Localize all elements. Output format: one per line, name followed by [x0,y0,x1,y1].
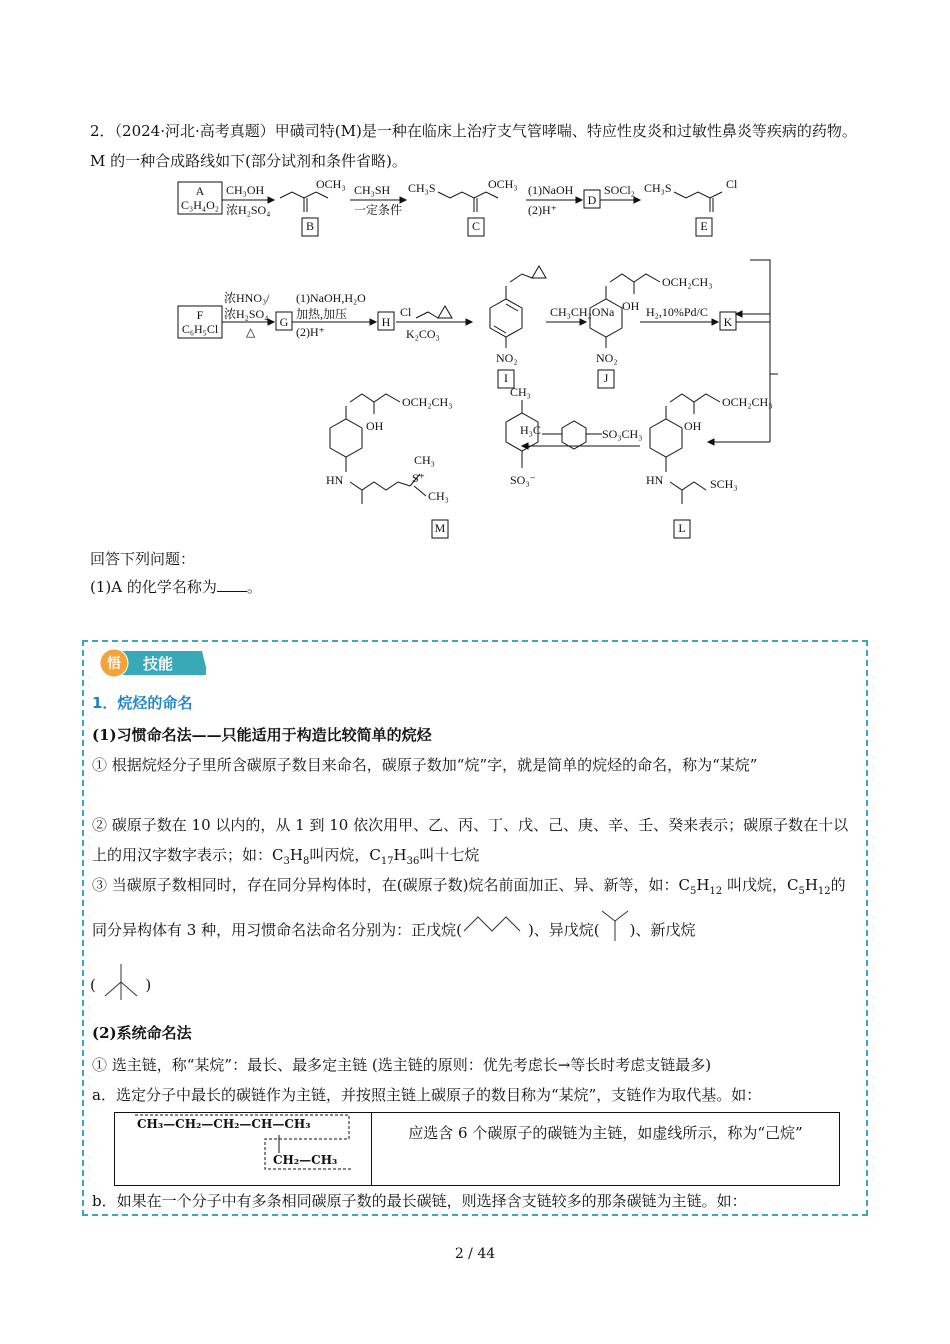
group-hn-l: HN [646,473,664,487]
label-f: F [196,308,204,322]
reagent-3-bottom: (2)H⁺ [528,203,557,217]
group-oh-m: OH [366,419,384,433]
reagent-5-bottom: △ [246,325,256,339]
reagent-6-bottom: (2)H⁺ [296,325,325,339]
dashed-main-chain [115,1113,371,1185]
group-hn-m: HN [326,473,344,487]
badge-text: 技能 [142,655,174,673]
badge-char: 悟 [107,656,121,672]
group-h3c: H₃C [520,423,541,437]
reagent-6-top: (1)NaOH,H₂O [296,291,366,305]
group-no2-i: NO₂ [496,351,518,365]
answer-blank[interactable] [217,579,247,592]
label-j: J [603,371,609,385]
question-source: （2024·河北·高考真题） [114,122,275,140]
formula-f: C₆H₅Cl [181,322,219,336]
reagent-1-bottom: 浓H₂SO₄ [226,203,271,217]
table-text-cell: 应选含 6 个碳原子的碳链为主链，如虚线所示，称为“己烷” [408,1124,803,1142]
skill-badge [96,648,206,678]
group-so3ch3: SO₃CH₃ [602,427,643,441]
section-heading-2: (1)习惯命名法——只能适用于构造比较简单的烷烃 [92,726,432,744]
label-b: B [305,219,315,233]
isopentane-skeleton [600,907,630,943]
group-cl-h: Cl [400,305,412,319]
chain-main: CH₃—CH₂—CH₂—CH—CH₃ [137,1117,311,1131]
group-oh-j: OH [622,299,640,313]
reagent-5-top: 浓HNO₃/ [224,291,270,305]
group-splus-m: S⁺ [412,471,426,485]
neopentane-skeleton [101,962,141,1002]
synthesis-scheme [170,178,790,540]
reagent-4: SOCl₂ [604,183,635,197]
group-ch3s-e: CH₃S [644,181,672,195]
reagent-5-mid: 浓H₂SO₄ [224,307,269,321]
group-och3-c: OCH₃ [488,178,518,191]
prompt-text: 回答下列问题： [90,550,196,568]
paragraph-1: ① 根据烷烃分子里所含碳原子数目来命名，碳原子数加“烷”字，就是简单的烷烃的命名，称为“某烷” [92,756,758,774]
reagent-7: K₂CO₃ [406,327,440,341]
group-sch3-l: SCH₃ [710,477,738,491]
paragraph-4: ① 选主链，称“某烷”：最长、最多定主链 (选主链的原则：优先考虑长→等长时考虑支链最多) [92,1056,712,1074]
group-oh-l: OH [684,419,702,433]
group-no2-j: NO₂ [596,351,618,365]
subquestion-1-end: 。 [246,578,262,596]
table-structure-cell [115,1113,372,1185]
reagent-1-top: CH₃OH [226,183,265,197]
group-och2ch3-j: OCH₂CH₃ [662,275,713,289]
n-pentane-skeleton [462,913,528,935]
neopentane-line: ( ) [90,962,151,1002]
group-ch3-m1: CH₃ [414,453,435,467]
reagent-8: CH₃CH₂ONa [550,305,615,319]
group-ch3s-c: CH₃S [408,181,436,195]
paragraph-3: ③ 当碳原子数相同时，存在同分异构体时，在(碳原子数)烷名前面加正、异、新等，如：$C_5H_{12}$ 叫戊烷，$C_5H_{12}$的同分异构体有 3 种，用习惯命名法命名分别为：正戊烷( )、异戊烷( )、新戊烷 [92,870,860,945]
label-e: E [700,219,708,233]
label-d: D [587,193,597,207]
question-text [90,116,860,176]
group-so3-tos: SO₃⁻ [510,473,536,487]
group-och2ch3-m: OCH₂CH₃ [402,395,453,409]
paragraph-5: a．选定分子中最长的碳链作为主链，并按照主链上碳原子的数目称为“某烷”，支链作为取代基。如： [92,1086,762,1104]
label-a: A [195,184,205,198]
subquestion-1 [90,576,262,597]
chain-branch: CH₂—CH₃ [273,1153,338,1167]
label-k: K [723,315,733,329]
page-number: 2 / 44 [454,1246,496,1262]
question-number: 2． [90,122,115,140]
reagent-2-top: CH₃SH [354,183,391,197]
label-m: M [434,521,446,535]
group-och3-b: OCH₃ [316,178,346,191]
group-och2ch3-l: OCH₂CH₃ [722,395,773,409]
label-i: I [504,371,508,385]
reagent-9: H₂,10%Pd/C [646,305,708,319]
reagent-6-mid: 加热,加压 [296,307,348,321]
section-heading-1: 1．烷烃的命名 [92,694,193,712]
subquestion-1-text: (1)A 的化学名称为 [90,578,217,596]
paragraph-6: b．如果在一个分子中有多条相同碳原子数的最长碳链，则选择含支链较多的那条碳链为主链。如： [92,1192,747,1210]
section-heading-3: (2)系统命名法 [92,1024,192,1042]
question-body: 甲磺司特(M)是一种在临床上治疗支气管哮喘、特应性皮炎和过敏性鼻炎等疾病的药物。M 的一种合成路线如下(部分试剂和条件省略)。 [90,122,857,170]
group-cl-e: Cl [726,178,738,191]
label-g: G [279,315,289,329]
group-ch3-tos: CH₃ [510,385,531,399]
label-l: L [678,521,686,535]
group-ch3-m2: CH₃ [428,489,449,503]
paragraph-2: ② 碳原子数在 10 以内的，从 1 到 10 依次用甲、乙、丙、丁、戊、己、庚、辛、壬、癸来表示；碳原子数在十以上的用汉字数字表示；如：$C_3H_8$叫丙烷，$C_{17}H_{36}$叫十七烷 [92,816,849,867]
label-c: C [471,219,481,233]
label-h: H [381,315,391,329]
reagent-2-bottom: 一定条件 [354,203,403,217]
example-table [114,1112,840,1186]
formula-a: C₃H₄O₂ [181,198,219,212]
reagent-3-top: (1)NaOH [528,183,574,197]
